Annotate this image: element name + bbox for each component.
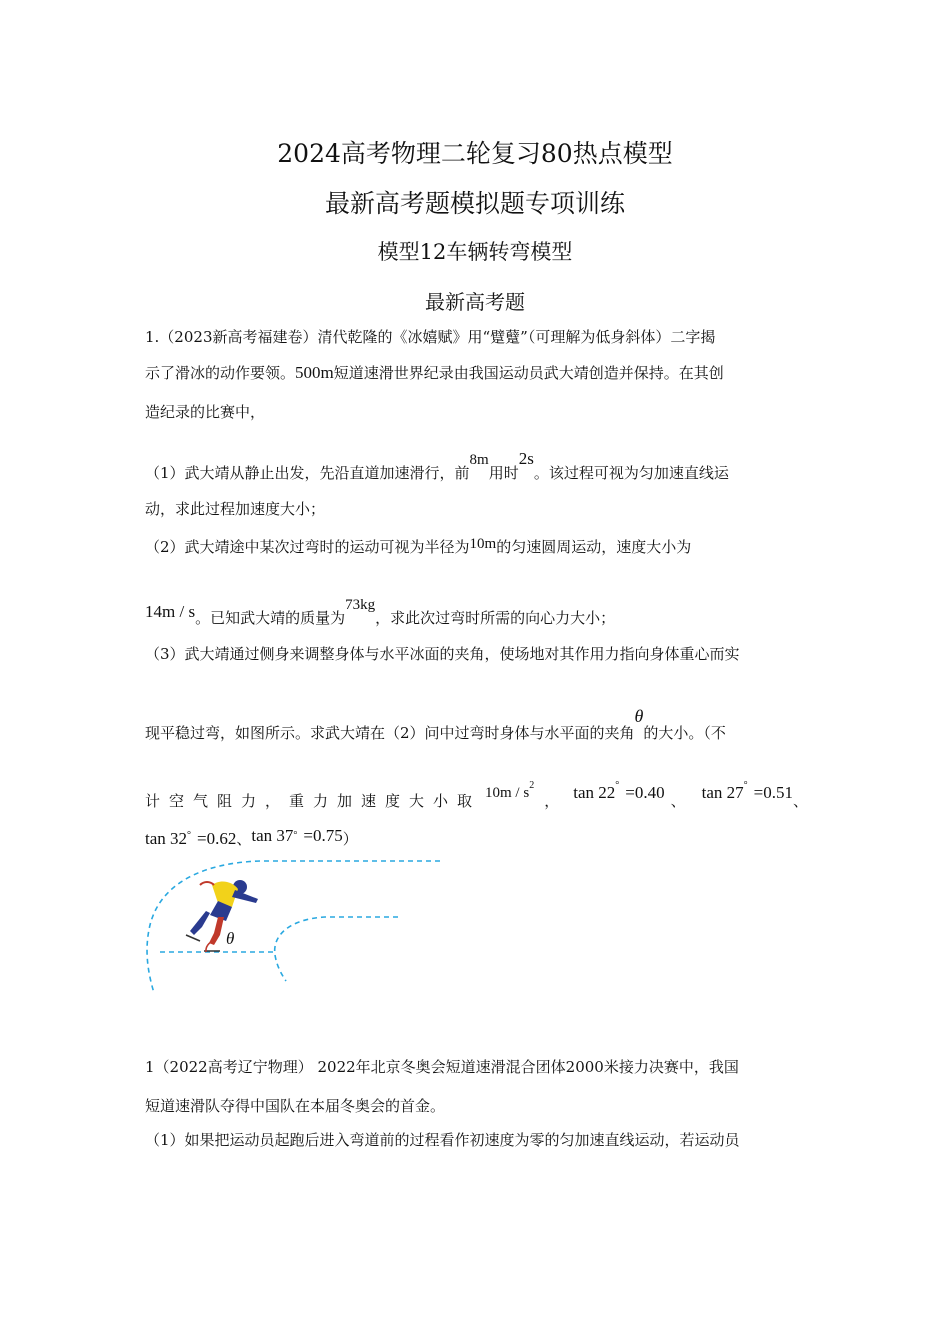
q1-line-1: 1.（2023新高考福建卷）清代乾隆的《冰嬉赋》用“躄躠”（可理解为低身斜体）二字揭 xyxy=(145,328,716,346)
model-title: 模型12车辆转弯模型 xyxy=(377,240,573,264)
skater-icon xyxy=(186,880,258,951)
q1-line-3: 造纪录的比赛中， xyxy=(145,403,266,421)
section-title: 最新高考题 xyxy=(425,290,525,314)
q1-part3-line-2: 现平稳过弯，如图所示。求武大靖在（2）问中过弯时身体与水平面的夹角θ的大小。（不 xyxy=(145,706,726,742)
q2-line-2: 短道速滑队夺得中国队在本届冬奥会的首金。 xyxy=(145,1097,446,1115)
document-subtitle: 最新高考题模拟题专项训练 xyxy=(324,189,625,218)
q1-part3-line-4: tan 32° =0.62、tan 37° =0.75） xyxy=(145,826,358,848)
inner-track-line xyxy=(275,917,398,981)
q1-part2-line-1: （2）武大靖途中某次过弯时的运动可视为半径为10m的匀速圆周运动，速度大小为 xyxy=(145,536,692,556)
q1-part2-line-2: 14m / s。已知武大靖的质量为73kg，求此次过弯时所需的向心力大小； xyxy=(145,597,616,627)
angle-label: θ xyxy=(226,929,235,948)
outer-track-line xyxy=(147,861,440,993)
q2-line-1: 1（2022高考辽宁物理） 2022年北京冬奥会短道速滑混合团体2000米接力决赛中，我国 xyxy=(145,1058,739,1076)
q1-line-2: 示了滑冰的动作要领。500m短道速滑世界纪录由我国运动员武大靖创造并保持。在其创 xyxy=(145,363,724,382)
q2-line-3: （1）如果把运动员起跑后进入弯道前的过程看作初速度为零的匀加速直线运动，若运动员 xyxy=(145,1131,740,1149)
q1-part3-line-3: 计空气阻力，重力加速度大小取 $10m / s^2$， tan 22° =0.40 、 tan 27° =0.51、 xyxy=(145,780,808,810)
skating-track-figure xyxy=(140,855,450,995)
document-title: 2024高考物理二轮复习80热点模型 xyxy=(277,139,673,168)
q1-part1-line-2: 动，求此过程加速度大小； xyxy=(145,500,326,518)
q1-part1-line-1: （1）武大靖从静止出发，先沿直道加速滑行，前8m用时2s。该过程可视为匀加速直线运 xyxy=(145,449,729,482)
q1-part3-line-1: （3）武大靖通过侧身来调整身体与水平冰面的夹角，使场地对其作用力指向身体重心而实 xyxy=(145,645,740,663)
